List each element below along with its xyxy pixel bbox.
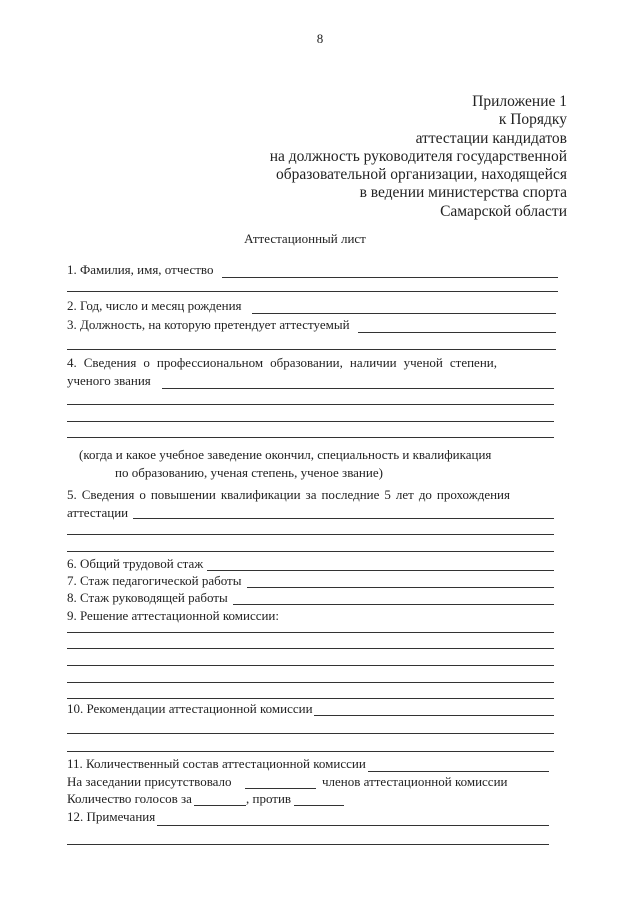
notes-line — [157, 825, 549, 826]
attendance-count-line — [245, 788, 316, 789]
qualification-line — [67, 551, 554, 552]
decision-line — [67, 665, 554, 666]
votes-against-line — [294, 805, 344, 806]
recommendations-line — [67, 751, 554, 752]
field-label-qualification-cont: аттестации — [67, 505, 129, 520]
field-label-birth-date: 2. Год, число и месяц рождения — [67, 298, 242, 313]
field-label-notes: 12. Примечания — [67, 809, 156, 824]
recommendations-line — [67, 733, 554, 734]
total-experience-line — [207, 570, 554, 571]
field-label-total-experience: 6. Общий трудовой стаж — [67, 556, 204, 571]
decision-line — [67, 682, 554, 683]
education-line — [67, 437, 554, 438]
field-label-management-experience: 8. Стаж руководящей работы — [67, 590, 228, 605]
field-label-education-cont: ученого звания — [67, 373, 151, 388]
full-name-line — [67, 291, 558, 292]
field-label-recommendations: 10. Рекомендации аттестационной комиссии — [67, 701, 313, 716]
annex-line: аттестации кандидатов — [415, 129, 567, 147]
annex-line: в ведении министерства спорта — [359, 184, 567, 202]
votes-against-label: , против — [246, 791, 292, 806]
education-line — [67, 404, 554, 405]
management-experience-line — [233, 604, 554, 605]
votes-for-line — [194, 805, 246, 806]
position-line — [67, 349, 556, 350]
notes-line — [67, 844, 549, 845]
field-label-commission-decision: 9. Решение аттестационной комиссии: — [67, 608, 280, 623]
education-line — [162, 388, 554, 389]
annex-header — [270, 93, 567, 221]
full-name-line — [222, 277, 558, 278]
position-line — [358, 332, 556, 333]
teaching-experience-line — [247, 587, 554, 588]
field-label-position: 3. Должность, на которую претендует аттестуемый — [67, 317, 350, 332]
field-label-education: 4. Сведения о профессиональном образовании, наличии ученой степени, — [67, 355, 497, 370]
annex-line: к Порядку — [498, 111, 567, 129]
education-hint: (когда и какое учебное заведение окончил, специальность и квалификация — [79, 447, 492, 462]
annex-line: образовательной организации, находящейся — [275, 166, 567, 184]
votes-for-label: Количество голосов за — [67, 791, 192, 806]
recommendations-line — [314, 715, 554, 716]
decision-line — [67, 648, 554, 649]
page-number: 8 — [316, 31, 324, 46]
decision-line — [67, 632, 554, 633]
qualification-line — [67, 534, 554, 535]
annex-line: Приложение 1 — [472, 93, 567, 110]
annex-line: Самарской области — [440, 202, 567, 220]
education-line — [67, 421, 554, 422]
education-hint: по образованию, ученая степень, ученое звание) — [115, 465, 383, 480]
birth-date-line — [252, 313, 556, 314]
attendance-label: На заседании присутствовало — [67, 774, 232, 789]
document-title: Аттестационный лист — [244, 231, 366, 246]
field-label-qualification: 5. Сведения о повышении квалификации за последние 5 лет до прохождения — [67, 487, 510, 502]
decision-line — [67, 698, 554, 699]
field-label-commission-size: 11. Количественный состав аттестационной комиссии — [67, 756, 366, 771]
annex-line: на должность руководителя государственной — [269, 147, 567, 165]
field-label-teaching-experience: 7. Стаж педагогической работы — [67, 573, 242, 588]
field-label-full-name: 1. Фамилия, имя, отчество — [67, 262, 214, 277]
attendance-suffix: членов аттестационной комиссии — [322, 774, 508, 789]
qualification-line — [133, 518, 554, 519]
commission-size-line — [368, 771, 549, 772]
